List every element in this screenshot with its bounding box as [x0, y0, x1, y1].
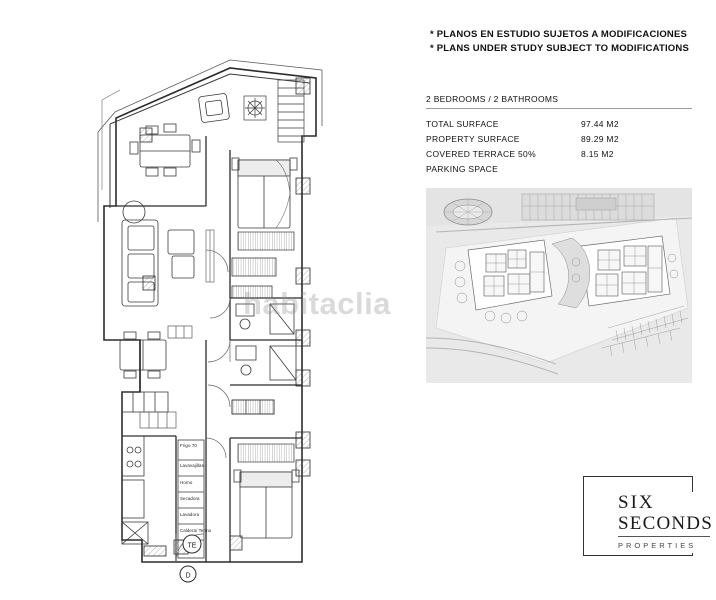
- closet-label-dishwasher: Lavavajillas: [180, 463, 204, 468]
- spec-row: [426, 132, 692, 147]
- closet-label-oven: Horno: [180, 480, 193, 485]
- svg-text:D: D: [185, 572, 191, 580]
- closet-label-frigo: Frigo 70: [180, 443, 197, 448]
- modification-notice: [430, 28, 692, 56]
- spec-row: [426, 117, 692, 132]
- svg-text:TE: TE: [187, 542, 197, 550]
- specs-title: 2 BEDROOMS / 2 BATHROOMS: [426, 94, 692, 109]
- site-plan-drawing: [426, 188, 692, 383]
- spec-value: 97.44 M2: [581, 119, 619, 129]
- notice-line-spanish: * PLANOS EN ESTUDIO SUJETOS A MODIFICACIONES: [430, 29, 688, 40]
- closet-label-washer: Lavadora: [180, 512, 200, 517]
- spec-value: 8.15 M2: [581, 149, 614, 159]
- floor-plan-drawing: [80, 40, 350, 585]
- spec-value: [581, 162, 692, 177]
- closet-label-dryer: Secadora: [180, 496, 200, 501]
- spec-label: TOTAL SURFACE: [426, 119, 499, 129]
- site-plan: [426, 188, 692, 383]
- property-specs: [426, 94, 692, 177]
- closet-label-boiler: Caldera/ Termo: [180, 528, 212, 533]
- spec-label: COVERED TERRACE 50%: [426, 149, 536, 159]
- logo-line-seconds: SECONDS: [618, 513, 713, 534]
- floor-plan: [80, 40, 350, 585]
- logo-line-six: SIX: [618, 492, 655, 513]
- logo-line-properties: PROPERTIES: [618, 536, 710, 553]
- brand-logo: [612, 492, 716, 553]
- notice-line-english: * PLANS UNDER STUDY SUBJECT TO MODIFICATIONS: [430, 43, 689, 54]
- spec-label: PARKING SPACE: [426, 164, 499, 174]
- watermark: habitaclia: [243, 286, 391, 321]
- spec-row: [426, 147, 692, 162]
- spec-row: [426, 162, 692, 177]
- spec-label: PROPERTY SURFACE: [426, 134, 520, 144]
- spec-value: 89.29 M2: [581, 134, 619, 144]
